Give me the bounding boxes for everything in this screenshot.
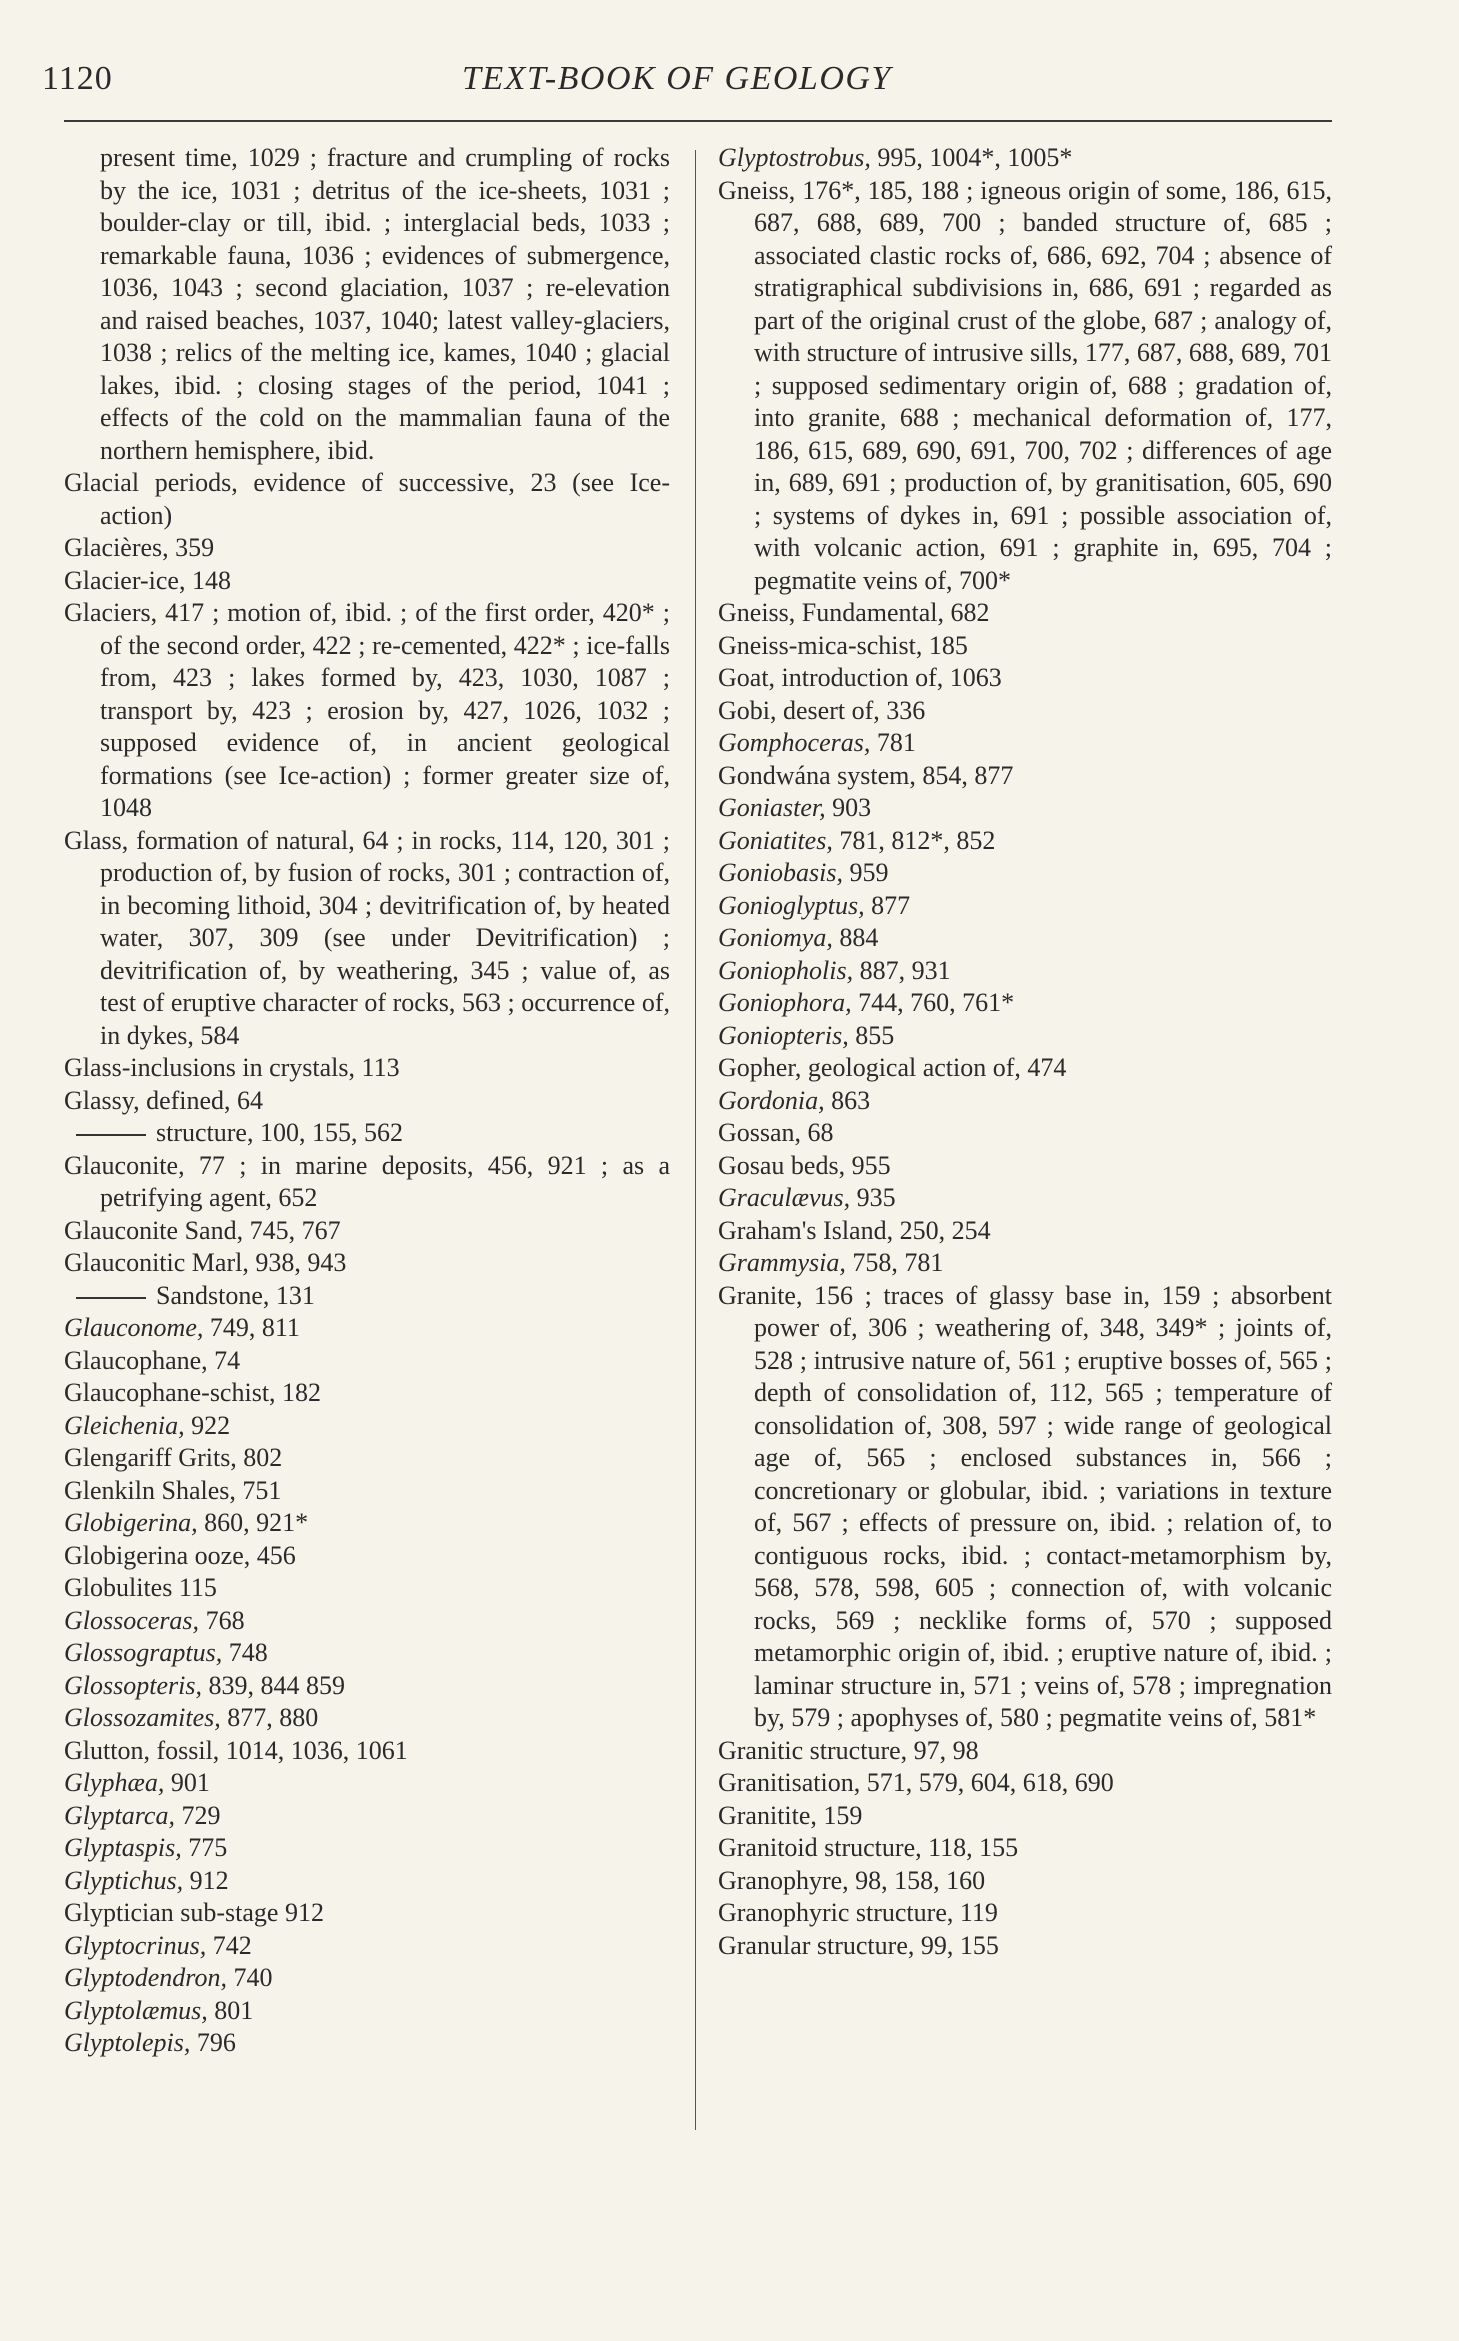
index-entry: Globigerina ooze, 456 <box>64 1540 296 1570</box>
index-entry: Glassy, defined, 64 <box>64 1085 264 1115</box>
index-entry: Glauconite Sand, 745, 767 <box>64 1215 341 1245</box>
page-refs: 768 <box>205 1605 245 1635</box>
index-entry: Gobi, desert of, 336 <box>718 695 926 725</box>
index-entry: Glaciers, 417 ; motion of, ibid. ; of the first order, 420* ; of the second order, 422 ; re-cemented, 422* ; ice-falls from, 423 ; lakes formed by, 423, 1030, 1087 ; transport by, 423 ; erosion by, 427, 1026, 1032 ; supposed evidence of, in ancient geological formations (see Ice-action) ; former greater size of, 1048 <box>64 598 670 822</box>
page-refs: 740 <box>233 1963 273 1992</box>
genus-name: Gleichenia, <box>64 1410 185 1440</box>
index-entry: Gosau beds, 955 <box>718 1150 891 1180</box>
genus-name: Glyptolæmus, <box>64 1995 208 2025</box>
index-entry-genus <box>64 1832 670 1865</box>
index-entry-continued: present time, 1029 ; fracture and crumpling of rocks by the ice, 1031 ; detritus of the ice-sheets, 1031 ; boulder-clay or till, ibid. ; interglacial beds, 1033 ; remarkable fauna, 1036 ; evidences of submergence, 1036, 1043 ; second glaciation, 1037 ; re-elevation and raised beaches, 1037, 1040; latest valley-glaciers, 1038 ; relics of the melting ice, kames, 1040 ; glacial lakes, ibid. ; closing stages of the period, 1041 ; effects of the cold on the mammalian fauna of the northern hemisphere, ibid. <box>100 143 670 465</box>
index-entry-genus <box>718 922 1332 955</box>
genus-name: Glyptaspis, <box>64 1833 182 1862</box>
index-entry-genus <box>64 1995 670 2028</box>
genus-name: Glossopteris, <box>64 1670 202 1700</box>
subentry-text: Sandstone, 131 <box>156 1280 315 1310</box>
genus-name: Globigerina, <box>64 1508 198 1537</box>
genus-name: Glyptostrobus, <box>718 143 871 172</box>
subentry-text: structure, 100, 155, 562 <box>156 1118 403 1147</box>
ditto-dash <box>76 1297 146 1299</box>
page-refs: 877 <box>871 890 911 920</box>
index-entry-genus <box>64 1800 670 1833</box>
index-entry: Granitic structure, 97, 98 <box>718 1735 979 1765</box>
genus-name: Gonioglyptus, <box>718 890 865 920</box>
index-entry-genus <box>718 792 1332 825</box>
page-refs: 860, 921* <box>204 1508 309 1537</box>
running-title: TEXT-BOOK OF GEOLOGY <box>462 60 892 97</box>
page-refs: 744, 760, 761* <box>858 988 1015 1017</box>
page-refs: 758, 781 <box>852 1248 944 1277</box>
index-entry: Glengariff Grits, 802 <box>64 1443 283 1472</box>
page-refs: 781 <box>876 728 916 757</box>
page-refs: 922 <box>191 1410 231 1440</box>
page-refs: 801 <box>214 1995 254 2025</box>
index-entry-genus <box>718 987 1332 1020</box>
genus-name: Glyphæa, <box>64 1768 165 1797</box>
page-refs: 796 <box>196 2028 236 2057</box>
index-entry: Gondwána system, 854, 877 <box>718 760 1014 790</box>
index-entry-genus <box>718 825 1332 858</box>
index-entry-genus <box>718 857 1332 890</box>
index-entry-genus <box>718 1247 1332 1280</box>
index-entry: Gneiss-mica-schist, 185 <box>718 630 968 660</box>
index-entry-genus <box>718 727 1332 760</box>
genus-name: Goniobasis, <box>718 858 843 887</box>
index-entry: Globulites 115 <box>64 1573 217 1602</box>
index-subentry <box>64 1117 670 1150</box>
genus-name: Glyptolepis, <box>64 2028 191 2057</box>
header-rule <box>64 120 1332 122</box>
genus-name: Glossograptus, <box>64 1638 223 1667</box>
index-entry: Glaucophane, 74 <box>64 1345 241 1375</box>
index-entry-genus <box>64 1767 670 1800</box>
index-entry: Glass-inclusions in crystals, 113 <box>64 1053 400 1082</box>
index-entry: Graham's Island, 250, 254 <box>718 1215 991 1245</box>
genus-name: Glyptichus, <box>64 1865 184 1895</box>
page-header <box>42 60 1332 108</box>
index-entry-genus <box>64 1637 670 1670</box>
genus-name: Goniophora, <box>718 988 852 1017</box>
page-refs: 749, 811 <box>209 1313 300 1342</box>
index-entry-genus <box>64 1865 670 1898</box>
index-entry-genus <box>64 1312 670 1345</box>
index-entry-genus <box>64 1930 670 1963</box>
page-refs: 877, 880 <box>227 1703 319 1732</box>
index-entry-genus <box>64 1507 670 1540</box>
genus-name: Goniopholis, <box>718 955 854 985</box>
index-column-right <box>718 142 1332 1962</box>
index-column-left <box>64 142 670 2060</box>
index-entry-genus <box>718 1020 1332 1053</box>
index-subentry <box>64 1280 670 1313</box>
index-entry: Glacières, 359 <box>64 533 215 562</box>
genus-name: Gordonia, <box>718 1085 825 1115</box>
genus-name: Grammysia, <box>718 1248 846 1277</box>
page-refs: 935 <box>856 1183 896 1212</box>
index-entry: Glaucophane-schist, 182 <box>64 1378 322 1407</box>
page-refs: 855 <box>855 1020 895 1050</box>
index-entry: Granitite, 159 <box>718 1800 863 1830</box>
index-entry-genus <box>64 1670 670 1703</box>
index-entry: Glauconitic Marl, 938, 943 <box>64 1248 347 1277</box>
index-entry-genus <box>718 955 1332 988</box>
index-entry: Granophyre, 98, 158, 160 <box>718 1865 986 1895</box>
index-entry: Glenkiln Shales, 751 <box>64 1475 282 1505</box>
index-entry-genus <box>718 142 1332 175</box>
page-refs: 959 <box>849 858 889 887</box>
index-entry: Glutton, fossil, 1014, 1036, 1061 <box>64 1735 408 1765</box>
page-refs: 887, 931 <box>859 955 951 985</box>
genus-name: Glossoceras, <box>64 1605 200 1635</box>
page-refs: 742 <box>212 1930 252 1960</box>
index-entry-genus <box>64 1605 670 1638</box>
index-entry: Granite, 156 ; traces of glassy base in, 159 ; absorbent power of, 306 ; weathering of, 348, 349* ; joints of, 528 ; intrusive nature of, 561 ; eruptive bosses of, 565 ; depth of consolidation of, 112, 565 ; temperature of consolidation of, 308, 597 ; wide range of geological age of, 565 ; enclosed substances in, 566 ; concretionary or globular, ibid. ; variations in texture of, 567 ; effects of pressure on, ibid. ; relation of, to contiguous rocks, ibid. ; contact-metamorphism by, 568, 578, 598, 605 ; connection of, with volcanic rocks, 569 ; necklike forms of, 570 ; supposed metamorphic origin of, ibid. ; eruptive nature of, ibid. ; laminar structure in, 571 ; veins of, 578 ; impregnation by, 579 ; apophyses of, 580 ; pegmatite veins of, 581* <box>718 1280 1332 1732</box>
index-entry-genus <box>64 1702 670 1735</box>
index-entry-genus <box>718 1182 1332 1215</box>
page-refs: 748 <box>228 1638 268 1667</box>
index-entry: Glacial periods, evidence of successive, 23 (see Ice-action) <box>64 468 670 530</box>
genus-name: Goniatites, <box>718 825 833 855</box>
genus-name: Goniopteris, <box>718 1020 849 1050</box>
index-entry: Granophyric structure, 119 <box>718 1898 998 1927</box>
index-entry: Glacier-ice, 148 <box>64 565 231 595</box>
index-entry-genus <box>64 1410 670 1443</box>
page-refs: 884 <box>839 923 879 952</box>
page-refs: 912 <box>189 1865 229 1895</box>
page-refs: 863 <box>831 1085 871 1115</box>
index-entry-genus <box>718 1085 1332 1118</box>
genus-name: Graculævus, <box>718 1183 851 1212</box>
page-refs: 903 <box>832 793 872 822</box>
index-entry-genus <box>64 1962 670 1995</box>
genus-name: Goniaster, <box>718 793 826 822</box>
genus-name: Glossozamites, <box>64 1703 221 1732</box>
page-refs: 995, 1004*, 1005* <box>877 143 1073 172</box>
index-entry: Granular structure, 99, 155 <box>718 1930 999 1960</box>
genus-name: Goniomya, <box>718 923 833 952</box>
index-entry: Gopher, geological action of, 474 <box>718 1053 1067 1082</box>
page-refs: 901 <box>170 1768 210 1797</box>
index-entry: Glauconite, 77 ; in marine deposits, 456, 921 ; as a petrifying agent, 652 <box>64 1150 670 1212</box>
column-divider <box>695 150 696 2130</box>
genus-name: Glyptodendron, <box>64 1963 227 1992</box>
index-entry: Granitisation, 571, 579, 604, 618, 690 <box>718 1768 1114 1797</box>
index-entry: Goat, introduction of, 1063 <box>718 663 1002 692</box>
index-entry: Granitoid structure, 118, 155 <box>718 1833 1019 1862</box>
index-entry: Glyptician sub-stage 912 <box>64 1898 324 1927</box>
index-entry: Gossan, 68 <box>718 1118 834 1147</box>
page-refs: 781, 812*, 852 <box>839 825 996 855</box>
index-entry: Glass, formation of natural, 64 ; in rocks, 114, 120, 301 ; production of, by fusion of rocks, 301 ; contraction of, in becoming lithoid, 304 ; devitrification of, by heated water, 307, 309 (see under Devitrification) ; devitrification of, by weathering, 345 ; value of, as test of eruptive character of rocks, 563 ; occurrence of, in dykes, 584 <box>64 825 670 1050</box>
index-entry: Gneiss, 176*, 185, 188 ; igneous origin of some, 186, 615, 687, 688, 689, 700 ; banded structure of, 685 ; associated clastic rocks of, 686, 692, 704 ; absence of stratigraphical subdivisions in, 686, 691 ; regarded as part of the original crust of the globe, 687 ; analogy of, with structure of intrusive sills, 177, 687, 688, 689, 701 ; supposed sedimentary origin of, 688 ; gradation of, into granite, 688 ; mechanical deformation of, 177, 186, 615, 689, 690, 691, 700, 702 ; differences of age in, 689, 691 ; production of, by granitisation, 605, 690 ; systems of dykes in, 691 ; possible association of, with volcanic action, 691 ; graphite in, 695, 704 ; pegmatite veins of, 700* <box>718 175 1332 595</box>
genus-name: Glyptocrinus, <box>64 1930 207 1960</box>
index-entry-genus <box>64 2027 670 2060</box>
page-number: 1120 <box>42 60 113 97</box>
page-refs: 839, 844 859 <box>208 1670 345 1700</box>
index-entry-genus <box>718 890 1332 923</box>
index-entry: Gneiss, Fundamental, 682 <box>718 598 990 627</box>
ditto-dash <box>76 1134 146 1136</box>
genus-name: Glyptarca, <box>64 1800 175 1830</box>
genus-name: Glauconome, <box>64 1313 204 1342</box>
page-refs: 775 <box>188 1833 228 1862</box>
genus-name: Gomphoceras, <box>718 728 871 757</box>
page-refs: 729 <box>181 1800 221 1830</box>
